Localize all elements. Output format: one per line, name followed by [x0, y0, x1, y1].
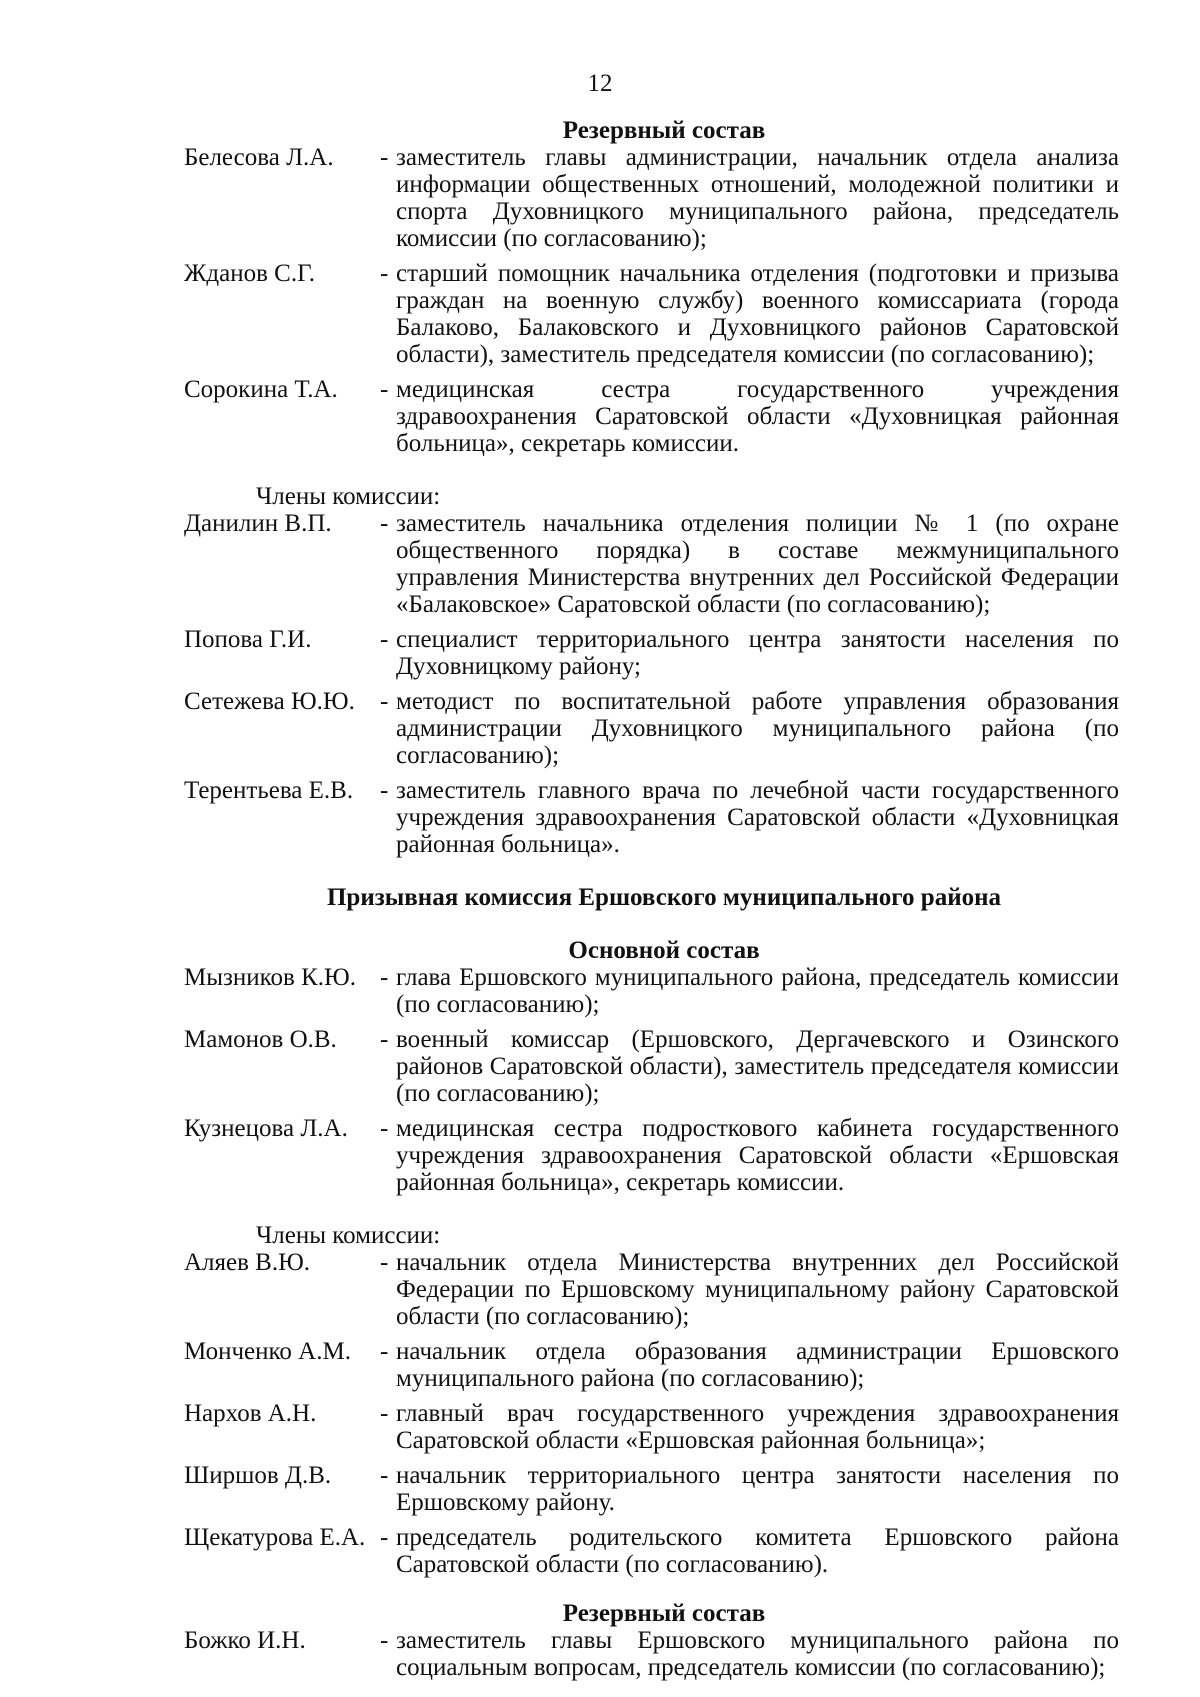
person-name: Данилин В.П. [184, 510, 332, 537]
list-item: Кузнецова Л.А. - медицинская сестра подросткового кабинета государственного учреждения здравоохранения Саратовской области «Ершовская районная больница», секретарь комиссии. [184, 1115, 1119, 1196]
section-heading: Основной состав [568, 937, 760, 964]
person-name: Аляев В.Ю. [184, 1249, 311, 1276]
members-label: Члены комиссии: [256, 1222, 441, 1249]
person-role: заместитель главы Ершовского муниципального района по социальным вопросам, председатель комиссии (по согласованию); [396, 1627, 1119, 1681]
person-role: заместитель начальника отделения полиции № 1 (по охране общественного порядка) в составе межмуниципального управления Министерства внутренних дел Российской Федерации «Балаковское» Саратовской области (по согласованию); [396, 510, 1119, 618]
person-role: начальник отдела Министерства внутренних дел Российской Федерации по Ершовскому муниципальному району Саратовской области (по согласованию); [396, 1249, 1119, 1330]
list-item: Сорокина Т.А. - медицинская сестра государственного учреждения здравоохранения Саратовской области «Духовницкая районная больница», секретарь комиссии. [184, 376, 1119, 457]
person-role: начальник отдела образования администрации Ершовского муниципального района (по согласованию); [396, 1338, 1119, 1392]
list-item: Мызников К.Ю. - глава Ершовского муниципального района, председатель комиссии (по согласованию); [184, 964, 1119, 1018]
commission-title: Призывная комиссия Ершовского муниципального района [326, 884, 1002, 911]
person-name: Щекатурова Е.А. [184, 1524, 366, 1551]
list-item: Нархов А.Н. - главный врач государственного учреждения здравоохранения Саратовской области «Ершовская районная больница»; [184, 1400, 1119, 1454]
person-role: председатель родительского комитета Ершовского района Саратовской области (по согласованию). [396, 1524, 1119, 1578]
person-name: Божко И.Н. [184, 1627, 306, 1654]
person-role: старший помощник начальника отделения (подготовки и призыва граждан на военную службу) военного комиссариата (города Балаково, Балаковского и Духовницкого районов Саратовской области), заместитель председателя комиссии (по согласованию); [396, 260, 1119, 368]
person-name: Терентьева Е.В. [184, 777, 354, 804]
person-role: главный врач государственного учреждения здравоохранения Саратовской области «Ершовская районная больница»; [396, 1400, 1119, 1454]
person-name: Белесова Л.А. [184, 144, 334, 171]
list-item: Щекатурова Е.А. - председатель родительского комитета Ершовского района Саратовской области (по согласованию). [184, 1524, 1119, 1578]
person-name: Нархов А.Н. [184, 1400, 317, 1427]
person-name: Монченко А.М. [184, 1338, 351, 1365]
person-name: Кузнецова Л.А. [184, 1115, 348, 1142]
list-item: Данилин В.П. - заместитель начальника отделения полиции № 1 (по охране общественного порядка) в составе межмуниципального управления Министерства внутренних дел Российской Федерации «Балаковское» Саратовской области (по согласованию); [184, 510, 1119, 618]
person-role: начальник территориального центра занятости населения по Ершовскому району. [396, 1462, 1119, 1516]
section-heading: Резервный состав [562, 1600, 766, 1627]
list-item: Попова Г.И. - специалист территориального центра занятости населения по Духовницкому району; [184, 626, 1119, 680]
list-item: Ширшов Д.В. - начальник территориального центра занятости населения по Ершовскому району. [184, 1462, 1119, 1516]
person-name: Мызников К.Ю. [184, 964, 356, 991]
list-item: Мамонов О.В. - военный комиссар (Ершовского, Дергачевского и Озинского районов Саратовской области), заместитель председателя комиссии (по согласованию); [184, 1026, 1119, 1107]
person-name: Ширшов Д.В. [184, 1462, 332, 1489]
person-role: военный комиссар (Ершовского, Дергачевского и Озинского районов Саратовской области), заместитель председателя комиссии (по согласованию); [396, 1026, 1119, 1107]
list-item: Божко И.Н. - заместитель главы Ершовского муниципального района по социальным вопросам, председатель комиссии (по согласованию); [184, 1627, 1119, 1681]
section-heading: Резервный состав [562, 117, 766, 144]
person-role: заместитель главы администрации, начальник отдела анализа информации общественных отношений, молодежной политики и спорта Духовницкого муниципального района, председатель комиссии (по согласованию); [396, 144, 1119, 252]
person-name: Жданов С.Г. [184, 260, 315, 287]
person-name: Сетежева Ю.Ю. [184, 688, 355, 715]
list-item: Сетежева Ю.Ю. - методист по воспитательной работе управления образования администрации Духовницкого муниципального района (по согласованию); [184, 688, 1119, 769]
list-item: Аляев В.Ю. - начальник отдела Министерства внутренних дел Российской Федерации по Ершовскому муниципальному району Саратовской области (по согласованию); [184, 1249, 1119, 1330]
person-role: заместитель главного врача по лечебной части государственного учреждения здравоохранения Саратовской области «Духовницкая районная больница». [396, 777, 1119, 858]
list-item: Монченко А.М. - начальник отдела образования администрации Ершовского муниципального района (по согласованию); [184, 1338, 1119, 1392]
person-role: медицинская сестра государственного учреждения здравоохранения Саратовской области «Духовницкая районная больница», секретарь комиссии. [396, 376, 1119, 457]
person-role: методист по воспитательной работе управления образования администрации Духовницкого муниципального района (по согласованию); [396, 688, 1119, 769]
person-role: специалист территориального центра занятости населения по Духовницкому району; [396, 626, 1119, 680]
person-name: Попова Г.И. [184, 626, 312, 653]
reserve-composition-section [184, 117, 1119, 858]
page-number: 12 [587, 70, 613, 97]
ershov-commission-section [184, 884, 1119, 1578]
list-item: Жданов С.Г. - старший помощник начальника отделения (подготовки и призыва граждан на военную службу) военного комиссариата (города Балаково, Балаковского и Духовницкого районов Саратовской области), заместитель председателя комиссии (по согласованию); [184, 260, 1119, 368]
members-label: Члены комиссии: [256, 483, 441, 510]
list-item: Белесова Л.А. - заместитель главы администрации, начальник отдела анализа информации общественных отношений, молодежной политики и спорта Духовницкого муниципального района, председатель комиссии (по согласованию); [184, 144, 1119, 252]
person-role: медицинская сестра подросткового кабинета государственного учреждения здравоохранения Саратовской области «Ершовская районная больница», секретарь комиссии. [396, 1115, 1119, 1196]
person-name: Мамонов О.В. [184, 1026, 337, 1053]
list-item: Терентьева Е.В. - заместитель главного врача по лечебной части государственного учреждения здравоохранения Саратовской области «Духовницкая районная больница». [184, 777, 1119, 858]
document-body [184, 117, 1119, 1689]
person-role: глава Ершовского муниципального района, председатель комиссии (по согласованию); [396, 964, 1119, 1018]
person-name: Сорокина Т.А. [184, 376, 338, 403]
reserve-composition-section [184, 1600, 1119, 1681]
